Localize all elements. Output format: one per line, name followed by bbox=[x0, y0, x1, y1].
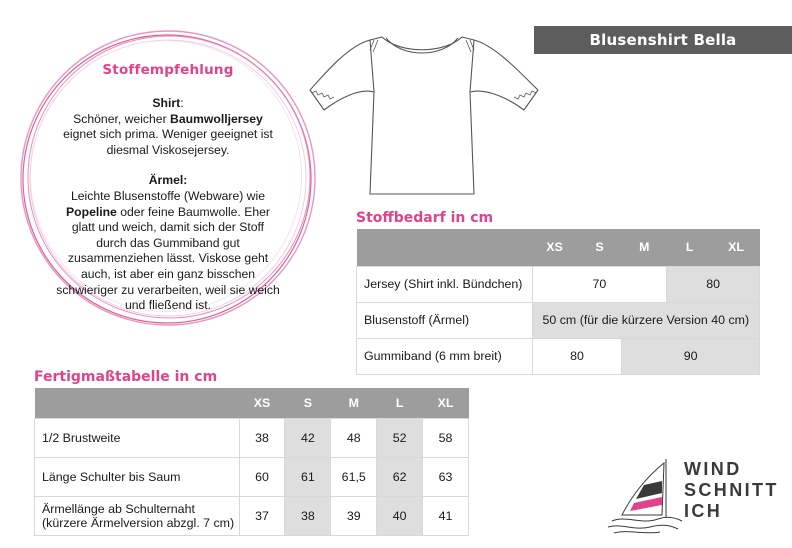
sleeve-label: Ärmel: bbox=[148, 173, 188, 188]
table-cell: 52 bbox=[377, 418, 423, 457]
page-title: Blusenshirt Bella bbox=[534, 26, 792, 54]
row-label: 1/2 Brustweite bbox=[35, 418, 240, 457]
table-cell: 42 bbox=[285, 418, 331, 457]
size-header: XL bbox=[423, 388, 469, 418]
table-row bbox=[357, 266, 760, 302]
size-header: XS bbox=[532, 229, 577, 266]
table-cell: 41 bbox=[423, 496, 469, 535]
size-header: L bbox=[377, 388, 423, 418]
table-row bbox=[35, 496, 469, 535]
table-cell: 37 bbox=[239, 496, 285, 535]
table-cell: 39 bbox=[331, 496, 377, 535]
fabric-table bbox=[356, 229, 760, 375]
logo-line-3: ICH bbox=[684, 501, 723, 521]
recommendation-heading: Stoffempfehlung bbox=[102, 62, 234, 78]
table-cell: 58 bbox=[423, 418, 469, 457]
table-cell: 80 bbox=[532, 338, 622, 374]
shirt-drawing-icon bbox=[302, 32, 554, 202]
table-cell: 80 bbox=[667, 266, 760, 302]
size-header: XL bbox=[713, 229, 760, 266]
sailboat-icon bbox=[604, 455, 688, 537]
table-cell: 48 bbox=[331, 418, 377, 457]
sleeve-paragraph: Ärmel: Leichte Blusenstoffe (Webware) wie Popeline oder feine Baumwolle. Eher glatt und weich, damit sich der Stoff durch das Gummiband gut zusammenziehen lässt. Viskose geht auch, ist aber ein ganz bisschen schwieriger zu verarbeiten, weil sie weich und fließend ist. bbox=[56, 173, 280, 313]
brand-logo bbox=[604, 455, 792, 537]
measure-table bbox=[34, 388, 469, 536]
row-label: Blusenstoff (Ärmel) bbox=[357, 302, 533, 338]
fabric-recommendation-circle bbox=[16, 26, 320, 330]
row-label: Gummiband (6 mm breit) bbox=[357, 338, 533, 374]
table-header-row bbox=[35, 388, 469, 418]
logo-line-1: WIND bbox=[684, 459, 742, 479]
row-label: Länge Schulter bis Saum bbox=[35, 457, 240, 496]
table-cell: 60 bbox=[239, 457, 285, 496]
size-header: L bbox=[667, 229, 713, 266]
size-header: S bbox=[285, 388, 331, 418]
table-row bbox=[357, 338, 760, 374]
table-cell: 61,5 bbox=[331, 457, 377, 496]
table-cell: 62 bbox=[377, 457, 423, 496]
measure-table-heading: Fertigmaßtabelle in cm bbox=[34, 369, 218, 385]
table-header-row bbox=[357, 229, 760, 266]
table-row bbox=[35, 418, 469, 457]
table-row bbox=[35, 457, 469, 496]
row-label: Ärmellänge ab Schulternaht (kürzere Ärmelversion abzgl. 7 cm) bbox=[35, 496, 240, 535]
table-cell: 40 bbox=[377, 496, 423, 535]
fabric-table-heading: Stoffbedarf in cm bbox=[356, 210, 494, 226]
size-header: M bbox=[622, 229, 667, 266]
size-header: XS bbox=[239, 388, 285, 418]
table-cell: 38 bbox=[285, 496, 331, 535]
shirt-paragraph: Shirt: Schöner, weicher Baumwolljersey eignet sich prima. Weniger geeignet ist diesmal Viskosejersey. bbox=[63, 96, 273, 157]
table-cell: 90 bbox=[622, 338, 760, 374]
table-cell: 38 bbox=[239, 418, 285, 457]
table-cell: 70 bbox=[532, 266, 667, 302]
shirt-label: Shirt bbox=[152, 96, 181, 110]
table-row bbox=[357, 302, 760, 338]
logo-line-2: SCHNITT bbox=[684, 480, 779, 500]
table-cell: 50 cm (für die kürzere Version 40 cm) bbox=[532, 302, 759, 338]
size-header: M bbox=[331, 388, 377, 418]
row-label: Jersey (Shirt inkl. Bündchen) bbox=[357, 266, 533, 302]
table-cell: 61 bbox=[285, 457, 331, 496]
table-cell: 63 bbox=[423, 457, 469, 496]
size-header: S bbox=[577, 229, 622, 266]
